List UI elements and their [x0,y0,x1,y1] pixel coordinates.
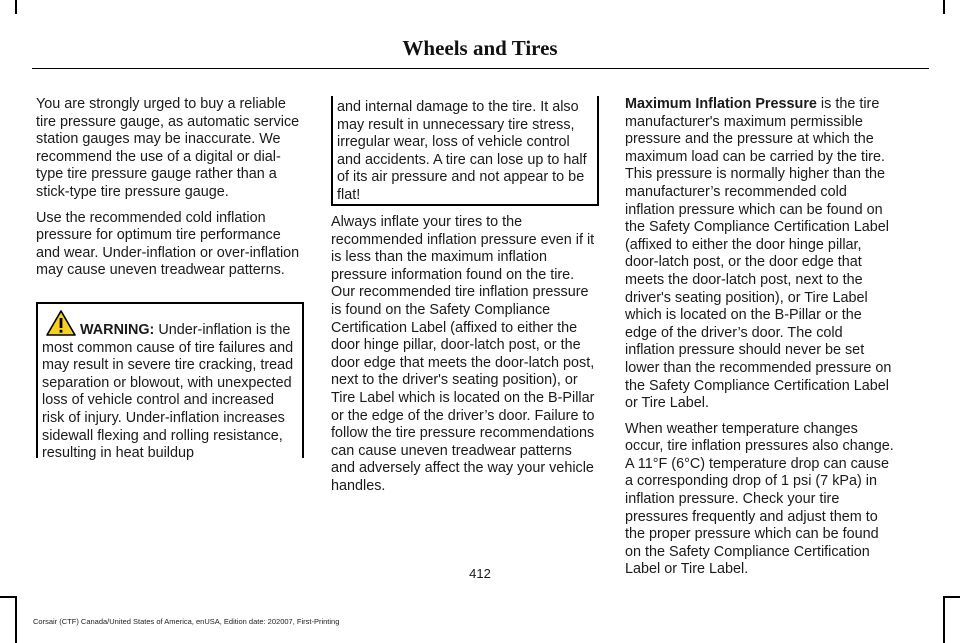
crop-mark-bottom-left-h [0,596,16,598]
paragraph-always-inflate: Always inflate your tires to the recommended inflation pressure even if it is less than the maximum inflation pressure information found on the tire. Our recommended tire inflation pressure is found on the Safety Compliance Certification Label (affixed to either the door hinge pillar, door-latch post, or the door edge that meets the door-latch post, next to the driver's seating position), or Tire Label which is located on the B-Pillar or the edge of the driver’s door. Failure to follow the tire pressure recommendations can cause uneven treadwear patterns and adversely affect the way your vehicle handles. [331,214,595,494]
column-3 [625,96,895,587]
paragraph-weather-temperature: When weather temperature changes occur, tire inflation pressures also change. A 11°F (6°C) temperature drop can cause a corresponding drop of 1 psi (7 kPa) in inflation pressure. Check your tire pressures frequently and adjust them to the proper pressure which can be found on the Safety Compliance Certification Label or Tire Label. [625,420,894,578]
max-inflation-definition: is the tire manufacturer's maximum permissible pressure and the pressure at which the maximum load can be carried by the tire. This pressure is normally higher than the manufacturer’s recommended cold inflation pressure which can be found on the Safety Compliance Certification Label (affixed to either the door hinge pillar, door-latch post, or the door edge that meets the door-latch post, next to the driver's seating position), or Tire Label which is located on the B-Pillar or the edge of the driver’s door. The cold inflation pressure should never be set lower than the recommended pressure on the Safety Compliance Certification Label or Tire Label. [625,96,892,412]
warning-text-start [42,322,300,463]
warning-body-start: Under-inflation is the most common cause of tire failures and may result in severe tire cracking, tread separation or blowout, with unexpected loss of vehicle control and increased risk of injury. Under-inflation increases sidewall flexing and rolling resistance, resulting in heat buildup [42,322,294,462]
paragraph-gauge: You are strongly urged to buy a reliable tire pressure gauge, as automatic service station gauges may be inaccurate. We recommend the use of a digital or dial-type tire pressure gauge rather than a stick-type tire pressure gauge. [36,96,300,200]
paragraph-max-inflation [625,96,895,413]
crop-mark-top-left [15,0,17,14]
column-1 [36,96,304,288]
crop-mark-bottom-left [15,596,17,643]
term-max-inflation: Maximum Inflation Pressure [625,96,817,112]
footer-edition: Corsair (CTF) Canada/United States of America, enUSA, Edition date: 202007, First-Printing [33,617,340,626]
crop-mark-top-right [943,0,945,14]
page-number: 412 [469,566,491,581]
page-title: Wheels and Tires [402,36,558,60]
header-rule [32,68,929,69]
paragraph-cold-inflation: Use the recommended cold inflation pressure for optimum tire performance and wear. Under-inflation or over-inflation may cause uneven treadwear patterns. [36,209,300,279]
crop-mark-bottom-right [943,596,945,643]
column-2 [331,214,599,504]
warning-label: WARNING: [80,322,155,338]
crop-mark-bottom-right-h [944,596,960,598]
warning-body-end: and internal damage to the tire. It also may result in unnecessary tire stress, irregular wear, loss of vehicle control and accidents. A tire can lose up to half of its air pressure and not appear to be flat! [337,99,587,203]
